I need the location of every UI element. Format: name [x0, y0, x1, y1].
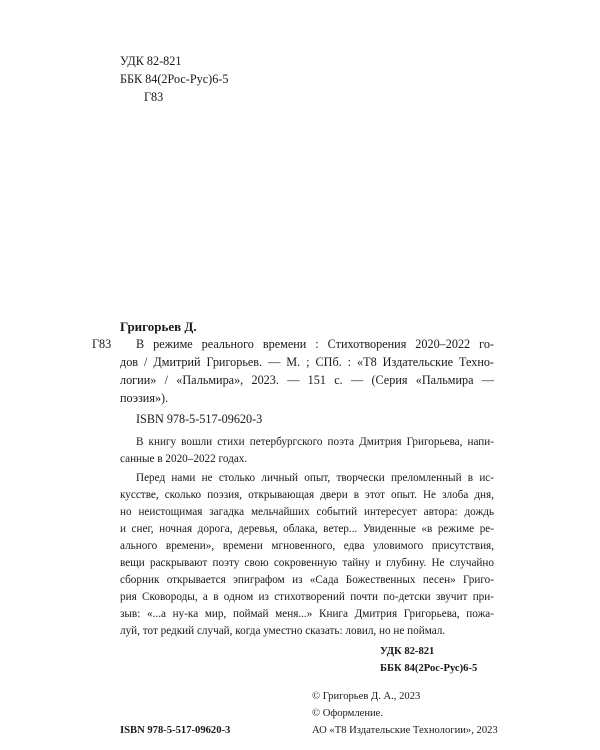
bbk-card: ББК 84(2Рос-Рус)6-5 [380, 663, 478, 674]
annotation-p2-line-3: но неистощимая загадка мельчайших событий интересует автора: дождь [120, 506, 494, 518]
title-line-2: дов / Дмитрий Григорьев. — М. ; СПб. : «Т8 Издательские Техно- [120, 355, 494, 369]
annotation-p2-line-5: ального времени», времени мгновенного, едва уловимого присутствия, [120, 540, 494, 552]
annotation-p2-line-8: рия Сковороды, а в одном из стихотворений почти по-детски звучит при- [120, 591, 494, 603]
udk-top: УДК 82-821 [120, 54, 182, 68]
title-line-3: логии» / «Пальмира», 2023. — 151 с. — (Серия «Пальмира — [120, 373, 494, 387]
isbn-card: ISBN 978-5-517-09620-3 [136, 412, 263, 426]
bbk-top: ББК 84(2Рос-Рус)6-5 [120, 72, 229, 86]
copyright-design: © Оформление. [312, 708, 384, 719]
annotation-p2-line-4: и снег, ночная дорога, деревья, облака, ветер... Увиденные «в режиме ре- [120, 523, 494, 535]
author-code: Г83 [92, 337, 112, 351]
annotation-p2-line-7: сборник открывается эпиграфом из «Сада Божественных песен» Григо- [120, 574, 494, 586]
annotation-p2-line-2: кусстве, сколько поэзия, открывающая двери в этот опыт. Не злоба дня, [120, 489, 494, 501]
author-code-top: Г83 [144, 90, 164, 104]
annotation-p2-line-9: зыв: «...а ну-ка мир, поймай меня...» Книга Дмитрия Григорьева, пожа- [120, 608, 494, 620]
annotation-p2-line-1: Перед нами не столько личный опыт, творчески преломленный в ис- [136, 472, 494, 484]
author-heading: Григорьев Д. [120, 319, 197, 334]
copyright-publisher: АО «Т8 Издательские Технологии», 2023 [312, 725, 498, 736]
udk-card: УДК 82-821 [380, 646, 435, 657]
copyright-author: © Григорьев Д. А., 2023 [312, 691, 421, 702]
title-line-4: поэзия»). [120, 391, 169, 405]
title-line-1: В режиме реального времени : Стихотворения 2020–2022 го- [136, 337, 494, 351]
isbn-bottom: ISBN 978-5-517-09620-3 [120, 725, 231, 736]
annotation-p2-line-6: вещи раскрывают поэту свою сокровенную тайну и глубину. Не случайно [120, 557, 494, 569]
annotation-p1-line-2: санные в 2020–2022 годах. [120, 453, 248, 465]
annotation-p1-line-1: В книгу вошли стихи петербургского поэта Дмитрия Григорьева, напи- [136, 436, 494, 448]
annotation-p2-line-10: луй, тот редкий случай, когда уместно сказать: ловил, но не поймал. [120, 625, 446, 637]
